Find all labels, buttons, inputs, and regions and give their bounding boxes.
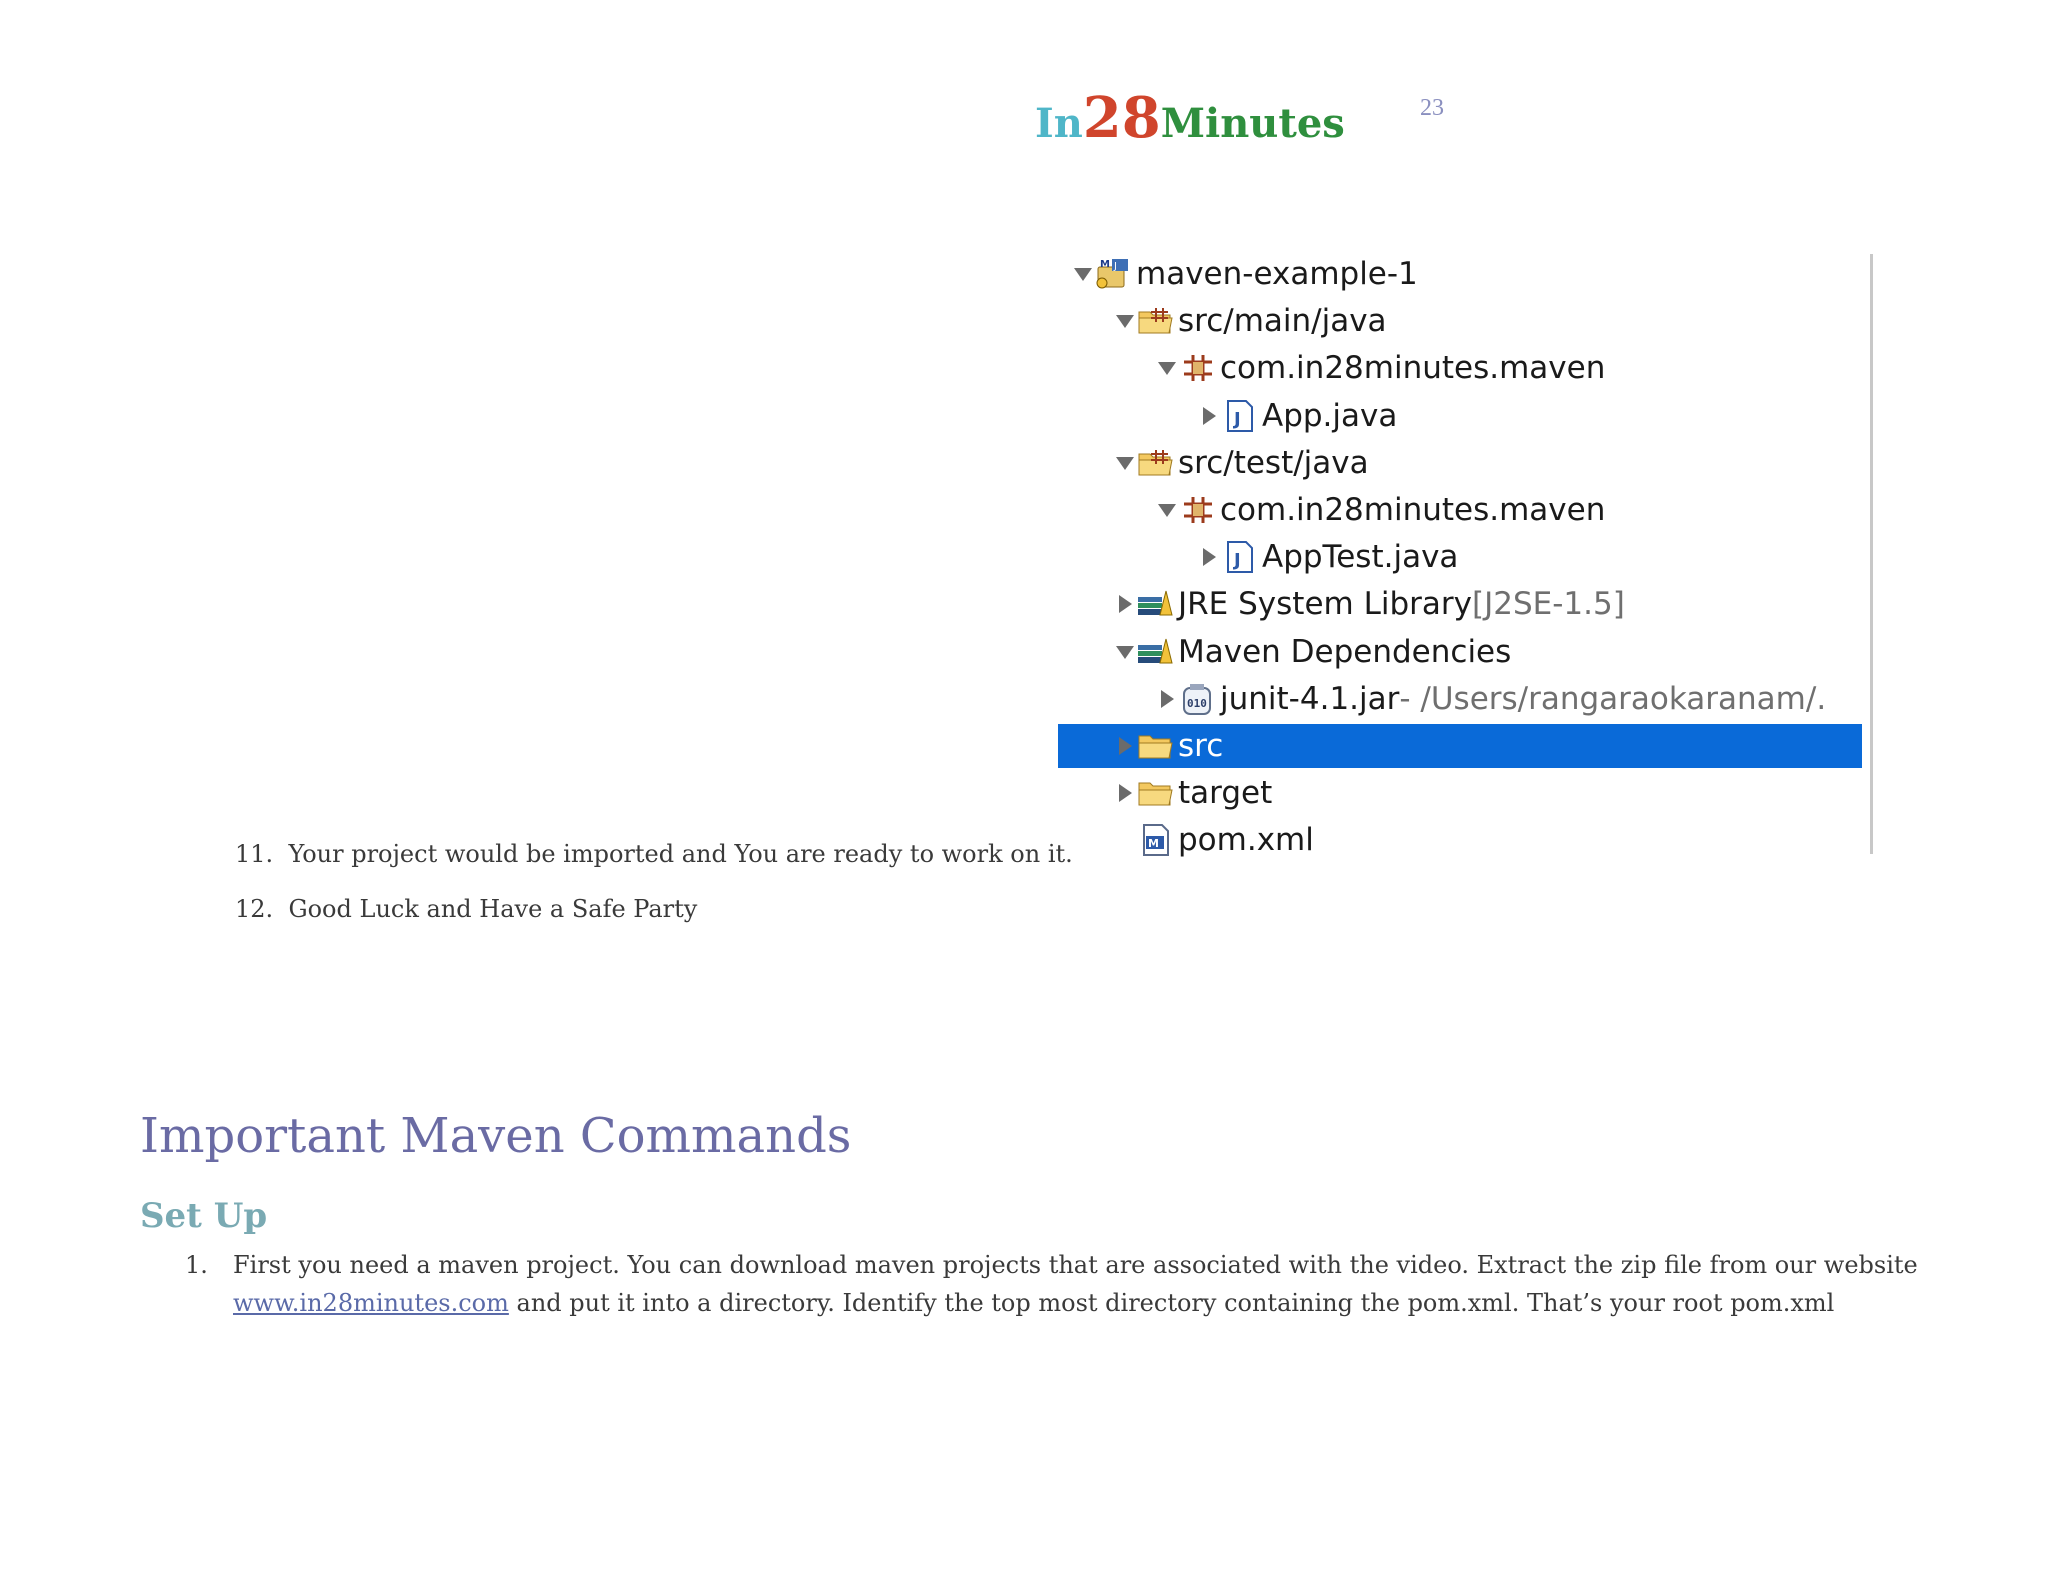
website-link[interactable]: www.in28minutes.com xyxy=(233,1289,509,1317)
section-subheading: Set Up xyxy=(140,1196,268,1236)
tree-item-decoration: [J2SE-1.5] xyxy=(1471,586,1625,623)
collapse-arrow-icon[interactable] xyxy=(1114,299,1136,343)
collapse-arrow-icon[interactable] xyxy=(1114,630,1136,674)
svg-text:M: M xyxy=(1100,259,1110,270)
library-icon xyxy=(1136,587,1176,621)
item-text-after-link: and put it into a directory. Identify the top most directory containing the pom.xml. That’s your root pom.xml xyxy=(508,1289,1835,1317)
svg-text:J: J xyxy=(1234,550,1241,572)
project-explorer-tree xyxy=(1058,248,1878,858)
tree-item-src-test-java[interactable] xyxy=(1058,441,1862,485)
tree-item-com-in28minutes-maven[interactable] xyxy=(1058,488,1862,532)
logo-part-in: In xyxy=(1035,100,1083,147)
tree-item-maven-example-1[interactable] xyxy=(1058,252,1862,296)
tree-item-label: target xyxy=(1178,775,1273,812)
tree-item-label: com.in28minutes.maven xyxy=(1220,492,1606,528)
folder-icon xyxy=(1136,776,1176,810)
section-heading: Important Maven Commands xyxy=(140,1108,852,1164)
step-text: Your project would be imported and You are ready to work on it. xyxy=(288,840,1073,868)
expand-arrow-icon[interactable] xyxy=(1198,394,1220,438)
tree-item-junit-4-1-jar[interactable] xyxy=(1058,677,1862,721)
svg-text:M: M xyxy=(1148,837,1159,851)
tree-item-decoration: - /Users/rangaraokaranam/. xyxy=(1399,680,1827,717)
list-item-step-12 xyxy=(235,895,697,923)
expand-arrow-icon[interactable] xyxy=(1114,582,1136,626)
source-folder-icon xyxy=(1136,446,1176,480)
tree-item-label: Maven Dependencies xyxy=(1178,633,1512,670)
java-file-icon xyxy=(1220,540,1260,574)
item-number: 1. xyxy=(185,1251,208,1279)
package-icon xyxy=(1178,351,1218,385)
logo-part-28: 28 xyxy=(1082,85,1161,151)
java-file-icon xyxy=(1220,399,1260,433)
collapse-arrow-icon[interactable] xyxy=(1156,488,1178,532)
tree-item-maven-dependencies[interactable] xyxy=(1058,630,1862,674)
tree-item-label: src/main/java xyxy=(1178,303,1387,340)
tree-item-jre-system-library[interactable] xyxy=(1058,582,1862,626)
svg-text:J: J xyxy=(1234,408,1241,430)
tree-item-label: App.java xyxy=(1262,397,1398,434)
tree-scrollbar-edge xyxy=(1870,254,1873,854)
item-text-before-link: First you need a maven project. You can download maven projects that are associated with the video. Extract the zip file from our website xyxy=(233,1251,1918,1279)
expand-arrow-icon[interactable] xyxy=(1156,677,1178,721)
collapse-arrow-icon[interactable] xyxy=(1072,252,1094,296)
library-icon xyxy=(1136,635,1176,669)
expand-arrow-icon[interactable] xyxy=(1198,535,1220,579)
source-folder-icon xyxy=(1136,304,1176,338)
svg-text:J: J xyxy=(1114,261,1117,272)
in28minutes-logo xyxy=(1035,85,1345,151)
list-item-step-11 xyxy=(235,840,1073,868)
expand-arrow-icon[interactable] xyxy=(1114,724,1136,768)
tree-item-label: src/test/java xyxy=(1178,444,1369,481)
collapse-arrow-icon[interactable] xyxy=(1156,346,1178,390)
tree-item-com-in28minutes-maven[interactable] xyxy=(1058,346,1862,390)
expand-arrow-icon[interactable] xyxy=(1114,771,1136,815)
tree-item-src-main-java[interactable] xyxy=(1058,299,1862,343)
no-arrow-spacer xyxy=(1114,818,1136,862)
maven-project-icon xyxy=(1094,257,1134,291)
logo-part-minutes: Minutes xyxy=(1160,100,1345,147)
tree-item-apptest-java[interactable] xyxy=(1058,535,1862,579)
folder-icon xyxy=(1136,729,1176,763)
collapse-arrow-icon[interactable] xyxy=(1114,441,1136,485)
tree-item-label: maven-example-1 xyxy=(1136,256,1418,292)
tree-item-label: JRE System Library xyxy=(1178,586,1472,623)
tree-item-label: AppTest.java xyxy=(1262,539,1459,576)
step-number: 12. xyxy=(235,895,274,923)
pom-file-icon xyxy=(1136,823,1176,857)
step-number: 11. xyxy=(235,840,274,868)
tree-item-label: junit-4.1.jar xyxy=(1220,680,1400,717)
jar-icon xyxy=(1178,682,1218,716)
item-text xyxy=(233,1246,1943,1322)
tree-item-pom-xml[interactable] xyxy=(1058,818,1862,862)
tree-item-label: pom.xml xyxy=(1178,822,1314,859)
step-text: Good Luck and Have a Safe Party xyxy=(288,895,698,923)
tree-item-app-java[interactable] xyxy=(1058,394,1862,438)
tree-item-src[interactable] xyxy=(1058,724,1862,768)
tree-item-target[interactable] xyxy=(1058,771,1862,815)
page-number: 23 xyxy=(1420,95,1444,121)
svg-text:010: 010 xyxy=(1187,696,1207,710)
tree-item-label: src xyxy=(1178,728,1224,764)
package-icon xyxy=(1178,493,1218,527)
tree-item-label: com.in28minutes.maven xyxy=(1220,350,1606,387)
